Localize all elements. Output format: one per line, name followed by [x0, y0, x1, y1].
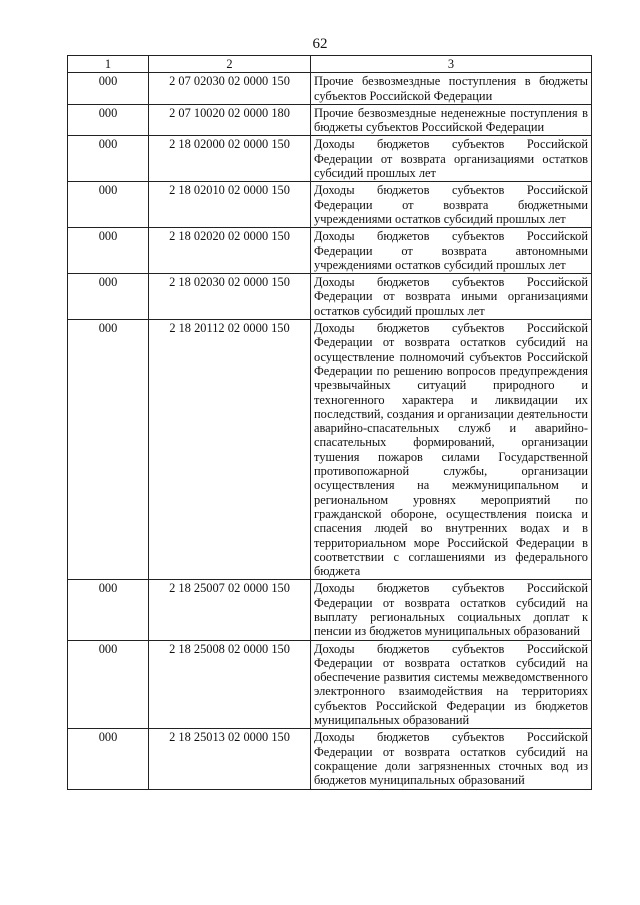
revenue-name-cell: Доходы бюджетов субъектов Российской Федерации от возврата остатков субсидий на осуществление полномочий субъектов Российской Федерации по решению вопросов предупреждения чрезвычайных ситуаций природного и техногенного характера и ликвидации их последствий, создания и организации деятельности аварийно-спасательных служб и аварийно-спасательных формирований, организации тушения пожаров силами Государственной противопожарной службы, организации осуществления на межмуниципальном и региональном уровнях мероприятий по гражданской обороне, осуществления поиска и спасения людей во внутренних водах и в территориальном море Российской Федерации в соответствии с соглашениями из федерального бюджета [311, 320, 592, 580]
admin-code-cell: 000 [68, 320, 149, 580]
table-row [68, 580, 592, 640]
revenue-name-cell: Доходы бюджетов субъектов Российской Федерации от возврата автономными учреждениями остатков субсидий прошлых лет [311, 228, 592, 274]
revenue-name-cell: Доходы бюджетов субъектов Российской Федерации от возврата остатков субсидий на обеспечение развития системы межведомственного электронного взаимодействия на территориях субъектов Российской Федерации из бюджетов муниципальных образований [311, 640, 592, 729]
budget-code-cell: 2 18 25007 02 0000 150 [149, 580, 311, 640]
column-header-3: 3 [311, 56, 592, 73]
table-row [68, 274, 592, 320]
column-header-1: 1 [68, 56, 149, 73]
revenue-name-cell: Доходы бюджетов субъектов Российской Федерации от возврата остатков субсидий на сокращение доли загрязненных сточных вод из бюджетов муниципальных образований [311, 729, 592, 789]
budget-code-cell: 2 18 02030 02 0000 150 [149, 274, 311, 320]
budget-code-cell: 2 18 20112 02 0000 150 [149, 320, 311, 580]
budget-code-cell: 2 18 02020 02 0000 150 [149, 228, 311, 274]
table-row [68, 73, 592, 105]
admin-code-cell: 000 [68, 640, 149, 729]
budget-code-cell: 2 18 25008 02 0000 150 [149, 640, 311, 729]
revenue-name-cell: Доходы бюджетов субъектов Российской Федерации от возврата иными организациями остатков субсидий прошлых лет [311, 274, 592, 320]
budget-code-cell: 2 18 02000 02 0000 150 [149, 136, 311, 182]
admin-code-cell: 000 [68, 580, 149, 640]
admin-code-cell: 000 [68, 729, 149, 789]
table-row [68, 136, 592, 182]
revenue-name-cell: Доходы бюджетов субъектов Российской Федерации от возврата организациями остатков субсидий прошлых лет [311, 136, 592, 182]
admin-code-cell: 000 [68, 73, 149, 105]
budget-code-cell: 2 18 25013 02 0000 150 [149, 729, 311, 789]
table-row [68, 182, 592, 228]
table-row [68, 320, 592, 580]
budget-code-cell: 2 18 02010 02 0000 150 [149, 182, 311, 228]
revenue-codes-table [67, 55, 592, 790]
table-row [68, 640, 592, 729]
revenue-name-cell: Доходы бюджетов субъектов Российской Федерации от возврата остатков субсидий на выплату региональных социальных доплат к пенсии из бюджетов муниципальных образований [311, 580, 592, 640]
table-row [68, 104, 592, 136]
admin-code-cell: 000 [68, 228, 149, 274]
revenue-name-cell: Доходы бюджетов субъектов Российской Федерации от возврата бюджетными учреждениями остатков субсидий прошлых лет [311, 182, 592, 228]
admin-code-cell: 000 [68, 182, 149, 228]
table-header-row [68, 56, 592, 73]
budget-code-cell: 2 07 02030 02 0000 150 [149, 73, 311, 105]
table-row [68, 729, 592, 789]
admin-code-cell: 000 [68, 136, 149, 182]
revenue-name-cell: Прочие безвозмездные поступления в бюджеты субъектов Российской Федерации [311, 73, 592, 105]
column-header-2: 2 [149, 56, 311, 73]
revenue-name-cell: Прочие безвозмездные неденежные поступления в бюджеты субъектов Российской Федерации [311, 104, 592, 136]
page-number: 62 [312, 36, 328, 52]
admin-code-cell: 000 [68, 104, 149, 136]
admin-code-cell: 000 [68, 274, 149, 320]
budget-code-cell: 2 07 10020 02 0000 180 [149, 104, 311, 136]
table-row [68, 228, 592, 274]
